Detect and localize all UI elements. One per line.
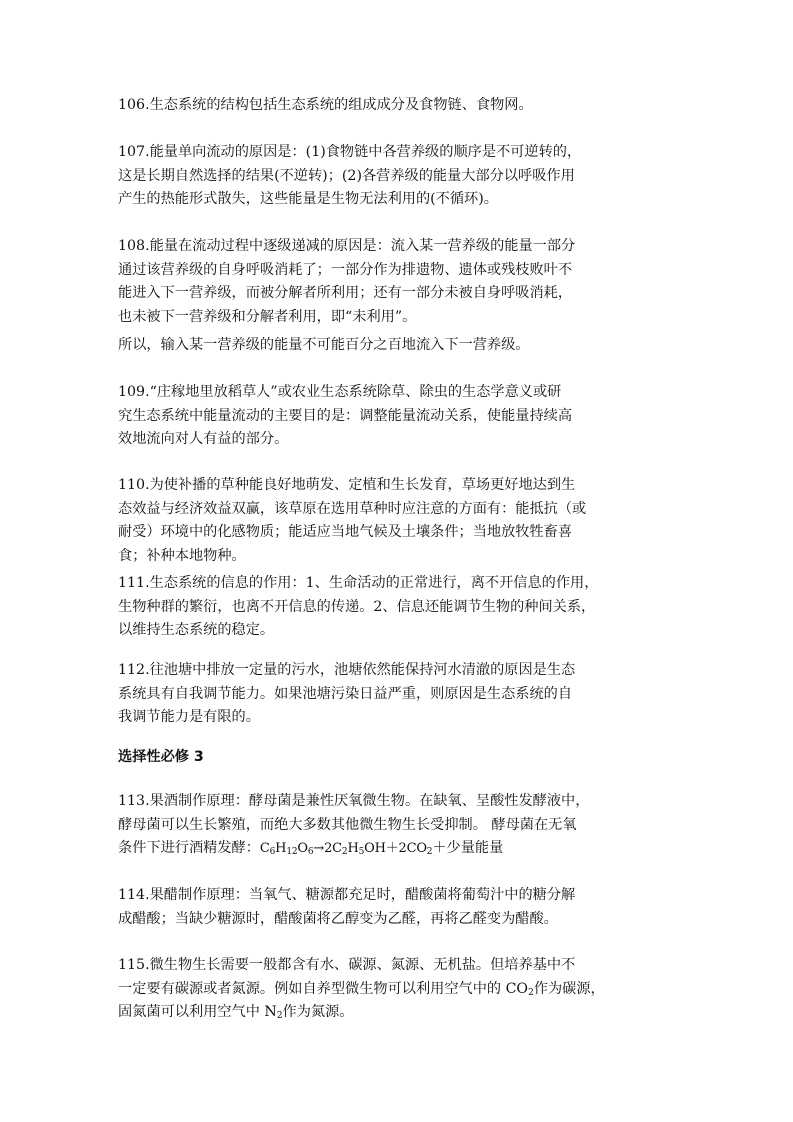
text-line-formula	[118, 837, 678, 861]
text-line: 也未被下一营养级和分解者利用，即“未利用”。	[118, 308, 417, 325]
text-line: 113.果酒制作原理：酵母菌是兼性厌氧微生物。在缺氧、呈酸性发酵液中，	[118, 793, 590, 809]
text-line: 108.能量在流动过程中逐级递减的原因是：流入某一营养级的能量一部分	[118, 238, 576, 254]
formula-intro: 条件下进行酒精发酵：	[118, 840, 260, 856]
paragraph-108	[118, 235, 678, 329]
text-line: 以维持生态系统的稳定。	[118, 622, 275, 638]
formula-part: O	[297, 841, 308, 856]
text-line: 115.微生物生长需要一般都含有水、碳源、氮源、无机盐。但培养基中不	[118, 957, 576, 973]
text-line: 通过该营养级的自身呼吸消耗了；一部分作为排遗物、遗体或残枝败叶不	[118, 261, 573, 278]
paragraph-109	[118, 381, 678, 452]
formula-subscript: 5	[358, 847, 365, 857]
paragraph-112	[118, 659, 678, 730]
text-line: 系统具有自我调节能力。如果池塘污染日益严重，则原因是生态系统的自	[118, 685, 573, 702]
formula-subscript: 2	[276, 1011, 283, 1021]
text-line: 112.往池塘中排放一定量的污水，池塘依然能保持河水清澈的原因是生态	[118, 662, 576, 678]
text-line: 106.生态系统的结构包括生态系统的组成成分及食物链、食物网。	[118, 97, 533, 113]
text-line: 生物种群的繁衍，也离不开信息的传递。2、信息还能调节生物的种间关系，	[118, 598, 596, 615]
paragraph-115	[118, 954, 678, 1025]
paragraph-111	[118, 572, 678, 643]
text-line: 酵母菌可以生长繁殖，而绝大多数其他微生物生长受抑制。 酵母菌在无氧	[118, 816, 577, 833]
text-line: 耐受）环境中的化感物质；能适应当地气候及土壤条件；当地放牧牲畜喜	[118, 524, 573, 540]
text-line: 109.“庄稼地里放稻草人”或农业生态系统除草、除虫的生态学意义或研	[118, 384, 562, 400]
text-line: 111.生态系统的信息的作用：1、生命活动的正常进行，离不开信息的作用，	[118, 575, 599, 591]
text-line: 食；补种本地物种。	[118, 547, 246, 564]
text-line: 态效益与经济效益双赢，该草原在选用草种时应注意的方面有：能抵抗（或	[118, 500, 587, 517]
text-line: 所以，输入某一营养级的能量不可能百分之百地流入下一营养级。	[118, 337, 530, 353]
text-segment: 作为氮源。	[282, 1004, 354, 1020]
text-line: 效地流向对人有益的部分。	[118, 431, 289, 447]
formula-subscript: 6	[307, 847, 314, 857]
paragraph-110	[118, 474, 678, 568]
text-line: 110.为使补播的草种能良好地萌发、定植和生长发育，草场更好地达到生	[118, 477, 576, 493]
text-line	[118, 1001, 678, 1025]
text-line: 我调节能力是有限的。	[118, 709, 260, 725]
formula-subscript: 2	[341, 847, 348, 857]
reaction-arrow-icon: →	[313, 841, 325, 856]
formula-part: C	[259, 841, 270, 856]
formula-subscript: 12	[286, 847, 298, 857]
formula-tail: ＋少量能量	[432, 840, 504, 856]
text-line: 114.果醋制作原理：当氧气、糖源都充足时，醋酸菌将葡萄汁中的糖分解	[118, 887, 576, 903]
formula-part: OH	[364, 841, 386, 856]
fermentation-formula	[260, 841, 432, 856]
formula-subscript: 2	[528, 987, 534, 998]
paragraph-106	[118, 94, 678, 118]
formula-subscript: 6	[269, 847, 276, 857]
paragraph-108-conclusion	[118, 334, 678, 358]
formula-subscript: 2	[426, 847, 433, 857]
text-segment: 固氮菌可以利用空气中 N	[118, 1004, 277, 1020]
text-line: 究生态系统中能量流动的主要目的是：调整能量流动关系，使能量持续高	[118, 407, 573, 424]
formula-part: 2C	[324, 841, 342, 856]
text-segment: 作为碳源，	[533, 980, 605, 997]
paragraph-114	[118, 884, 678, 931]
text-line: 107.能量单向流动的原因是：(1)食物链中各营养级的顺序是不可逆转的，	[118, 144, 582, 160]
formula-part: ＋2CO	[385, 841, 427, 856]
text-line: 成醋酸；当缺少糖源时，醋酸菌将乙醇变为乙醛，再将乙醛变为醋酸。	[118, 910, 558, 927]
formula-part: H	[275, 841, 287, 856]
paragraph-113	[118, 790, 678, 861]
text-line	[118, 978, 678, 1002]
text-line: 产生的热能形式散失，这些能量是生物无法利用的(不循环)。	[118, 191, 498, 207]
formula-part: H	[347, 841, 359, 856]
paragraph-107	[118, 141, 678, 212]
section-heading: 选择性必修 3	[118, 749, 204, 765]
text-line: 能进入下一营养级，而被分解者所利用；还有一部分未被自身呼吸消耗，	[118, 285, 573, 301]
text-line: 这是长期自然选择的结果(不逆转)；(2)各营养级的能量大部分以呼吸作用	[118, 167, 575, 184]
text-segment: 一定要有碳源或者氮源。例如自养型微生物可以利用空气中的 CO	[118, 980, 529, 997]
